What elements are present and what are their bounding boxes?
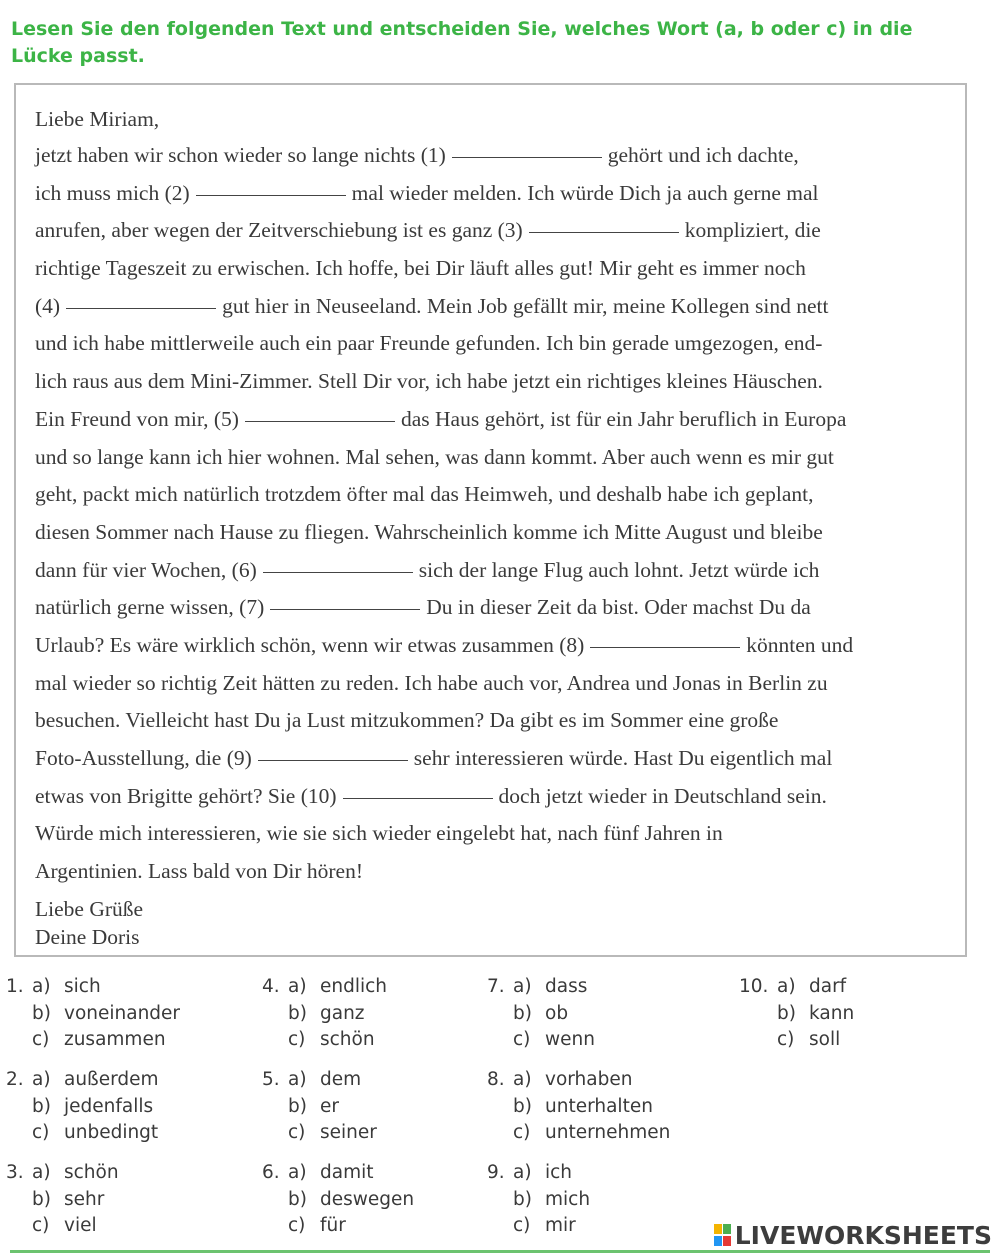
letter-line — [35, 363, 950, 401]
answer-option[interactable] — [487, 1120, 727, 1147]
option-word: unternehmen — [545, 1122, 671, 1143]
option-letter: c) — [777, 1029, 795, 1050]
question-number: 8. — [487, 1069, 505, 1090]
answer-option[interactable] — [262, 1001, 502, 1028]
question-9 — [487, 1160, 727, 1240]
option-letter: c) — [32, 1029, 50, 1050]
letter-line — [35, 853, 950, 891]
answer-option[interactable] — [262, 1067, 502, 1094]
gap-blank[interactable] — [529, 232, 679, 233]
answer-options — [0, 974, 1000, 1234]
option-word: darf — [809, 976, 847, 997]
letter-line-text: Du in dieser Zeit da bist. Oder machst Du da — [426, 595, 811, 620]
letter-line-text: mal wieder melden. Ich würde Dich ja auch gerne mal — [351, 180, 819, 205]
letter-line — [35, 325, 950, 363]
question-number: 1. — [6, 976, 24, 997]
option-word: sich — [64, 976, 101, 997]
option-letter: a) — [288, 1069, 307, 1090]
question-number: 9. — [487, 1162, 505, 1183]
question-7 — [487, 974, 727, 1054]
letter-line-text: doch jetzt wieder in Deutschland sein. — [498, 783, 827, 808]
option-letter: b) — [288, 1188, 307, 1210]
gap-blank[interactable] — [258, 760, 408, 761]
option-letter: c) — [32, 1122, 50, 1143]
letter-line — [35, 401, 950, 439]
letter-line-text: besuchen. Vielleicht hast Du ja Lust mitzukommen? Da gibt es im Sommer eine große — [35, 708, 779, 733]
option-word: für — [320, 1215, 346, 1236]
letter-line — [35, 476, 950, 514]
option-letter: c) — [513, 1122, 531, 1143]
option-word: ob — [545, 1002, 569, 1024]
option-letter: a) — [32, 976, 51, 997]
answer-option[interactable] — [262, 1094, 502, 1121]
question-6 — [262, 1160, 502, 1240]
logo-square-green — [723, 1224, 731, 1234]
letter-line — [35, 740, 950, 778]
option-letter: a) — [777, 976, 796, 997]
letter-box — [14, 83, 967, 957]
option-word: zusammen — [64, 1029, 166, 1050]
logo-text: LIVEWORKSHEETS — [734, 1220, 992, 1250]
question-1 — [6, 974, 246, 1054]
letter-line-text: kompliziert, die — [684, 218, 821, 243]
option-letter: b) — [288, 1095, 307, 1117]
answer-option[interactable] — [6, 1001, 246, 1028]
answer-option[interactable] — [262, 1027, 502, 1054]
letter-line — [35, 175, 950, 213]
letter-line — [35, 778, 950, 816]
liveworksheets-logo-icon — [714, 1224, 732, 1246]
option-word: ich — [545, 1162, 573, 1183]
option-word: mich — [545, 1188, 591, 1210]
option-word: unterhalten — [545, 1095, 653, 1117]
gap-blank[interactable] — [263, 572, 413, 573]
question-4 — [262, 974, 502, 1054]
option-letter: c) — [513, 1215, 531, 1236]
question-3 — [6, 1160, 246, 1240]
letter-line — [35, 552, 950, 590]
option-letter: b) — [777, 1002, 796, 1024]
question-number: 5. — [262, 1069, 280, 1090]
option-word: kann — [809, 1002, 855, 1024]
gap-blank[interactable] — [66, 308, 216, 309]
letter-line — [35, 212, 950, 250]
letter-line-text: natürlich gerne wissen, (7) — [35, 595, 265, 620]
option-word: vorhaben — [545, 1069, 633, 1090]
option-word: sehr — [64, 1188, 105, 1210]
option-word: ganz — [320, 1002, 365, 1024]
option-word: endlich — [320, 976, 388, 997]
option-letter: a) — [32, 1069, 51, 1090]
option-letter: a) — [513, 976, 532, 997]
answer-option[interactable] — [6, 1187, 246, 1214]
letter-line-text: und ich habe mittlerweile auch ein paar Freunde gefunden. Ich bin gerade umgezogen, end- — [35, 331, 823, 356]
answer-option[interactable] — [262, 1187, 502, 1214]
letter-line — [35, 439, 950, 477]
option-word: außerdem — [64, 1069, 159, 1090]
gap-blank[interactable] — [270, 609, 420, 610]
letter-line — [35, 288, 950, 326]
answer-option[interactable] — [487, 1094, 727, 1121]
logo-square-yellow — [714, 1224, 722, 1234]
instruction-text: Lesen Sie den folgenden Text und entscheiden Sie, welches Wort (a, b oder c) in die Lücke passt. — [11, 18, 913, 67]
option-letter: b) — [32, 1188, 51, 1210]
letter-line-text: geht, packt mich natürlich trotzdem öfter mal das Heimweh, und deshalb habe ich geplant, — [35, 482, 814, 507]
option-letter: c) — [288, 1122, 306, 1143]
option-word: voneinander — [64, 1002, 181, 1024]
letter-text — [35, 101, 950, 951]
option-letter: c) — [32, 1215, 50, 1236]
option-letter: b) — [513, 1188, 532, 1210]
answer-option[interactable] — [6, 1120, 246, 1147]
gap-blank[interactable] — [590, 647, 740, 648]
letter-line — [35, 250, 950, 288]
option-letter: b) — [513, 1002, 532, 1024]
answer-option[interactable] — [262, 1160, 502, 1187]
answer-option[interactable] — [487, 1160, 727, 1187]
answer-option[interactable] — [741, 1027, 981, 1054]
gap-blank[interactable] — [245, 421, 395, 422]
letter-line — [35, 137, 950, 175]
option-word: jedenfalls — [64, 1095, 154, 1117]
letter-line-text: und so lange kann ich hier wohnen. Mal sehen, was dann kommt. Aber auch wenn es mir gut — [35, 444, 834, 469]
liveworksheets-logo — [714, 1220, 992, 1250]
letter-line-text: das Haus gehört, ist für ein Jahr beruflich in Europa — [400, 406, 847, 431]
option-word: schön — [64, 1162, 119, 1183]
answer-option[interactable] — [741, 1001, 981, 1028]
answer-option[interactable] — [741, 974, 981, 1001]
logo-square-blue — [714, 1236, 722, 1246]
option-letter: a) — [513, 1162, 532, 1183]
answer-option[interactable] — [6, 1160, 246, 1187]
letter-line-text: gut hier in Neuseeland. Mein Job gefällt mir, meine Kollegen sind nett — [222, 293, 829, 318]
letter-signature: Deine Doris — [35, 924, 140, 949]
question-number: 4. — [262, 976, 280, 997]
letter-line-text: lich raus aus dem Mini-Zimmer. Stell Dir vor, ich habe jetzt ein richtiges kleines Häuschen. — [35, 369, 823, 394]
answer-option[interactable] — [6, 1213, 246, 1240]
question-number: 7. — [487, 976, 505, 997]
option-word: deswegen — [320, 1188, 415, 1210]
question-8 — [487, 1067, 727, 1147]
option-word: wenn — [545, 1029, 595, 1050]
letter-line-text: dann für vier Wochen, (6) — [35, 557, 257, 582]
option-word: damit — [320, 1162, 374, 1183]
option-word: mir — [545, 1215, 576, 1236]
option-letter: b) — [32, 1002, 51, 1024]
gap-blank[interactable] — [343, 798, 493, 799]
letter-line-text: sehr interessieren würde. Hast Du eigentlich mal — [413, 746, 833, 770]
option-word: viel — [64, 1215, 97, 1236]
letter-line-text: sich der lange Flug auch lohnt. Jetzt würde ich — [418, 557, 820, 582]
logo-square-red — [723, 1236, 731, 1246]
answer-option[interactable] — [487, 1027, 727, 1054]
option-word: schön — [320, 1029, 375, 1050]
answer-option[interactable] — [6, 1067, 246, 1094]
question-number: 2. — [6, 1069, 24, 1090]
answer-option[interactable] — [6, 1027, 246, 1054]
option-letter: c) — [288, 1215, 306, 1236]
option-word: dass — [545, 976, 588, 997]
letter-line-text: jetzt haben wir schon wieder so lange nichts (1) — [35, 143, 446, 167]
letter-line-text: Ein Freund von mir, (5) — [35, 406, 239, 431]
letter-line-text: Foto-Ausstellung, die (9) — [35, 746, 252, 770]
letter-line-text: ich muss mich (2) — [35, 180, 190, 205]
option-word: unbedingt — [64, 1122, 159, 1143]
option-letter: c) — [513, 1029, 531, 1050]
option-word: seiner — [320, 1122, 377, 1143]
letter-line-text: Urlaub? Es wäre wirklich schön, wenn wir etwas zusammen (8) — [35, 632, 585, 657]
question-number: 3. — [6, 1162, 24, 1183]
option-word: soll — [809, 1029, 841, 1050]
letter-line-text: Argentinien. Lass bald von Dir hören! — [35, 859, 364, 884]
option-letter: b) — [288, 1002, 307, 1024]
option-word: er — [320, 1095, 339, 1117]
question-number: 6. — [262, 1162, 280, 1183]
answer-option[interactable] — [487, 1187, 727, 1214]
answer-option[interactable] — [6, 1094, 246, 1121]
answer-option[interactable] — [487, 974, 727, 1001]
answer-option[interactable] — [6, 974, 246, 1001]
option-letter: a) — [288, 976, 307, 997]
letter-line-text: anrufen, aber wegen der Zeitverschiebung ist es ganz (3) — [35, 218, 523, 243]
letter-greeting: Liebe Miriam, — [35, 107, 160, 131]
letter-line — [35, 627, 950, 665]
bottom-divider — [10, 1250, 990, 1253]
gap-blank[interactable] — [196, 195, 346, 196]
letter-line-text: mal wieder so richtig Zeit hätten zu reden. Ich habe auch vor, Andrea und Jonas in Berlin zu — [35, 670, 828, 695]
letter-line — [35, 702, 950, 740]
answer-option[interactable] — [262, 974, 502, 1001]
letter-line-text: etwas von Brigitte gehört? Sie (10) — [35, 783, 337, 808]
letter-line — [35, 589, 950, 627]
letter-line-text: (4) — [35, 293, 61, 318]
option-letter: a) — [513, 1069, 532, 1090]
letter-line-text: diesen Sommer nach Hause zu fliegen. Wahrscheinlich komme ich Mitte August und bleibe — [35, 519, 823, 544]
letter-line-text: richtige Tageszeit zu erwischen. Ich hoffe, bei Dir läuft alles gut! Mir geht es immer noch — [35, 256, 806, 281]
question-2 — [6, 1067, 246, 1147]
answer-option[interactable] — [262, 1120, 502, 1147]
question-5 — [262, 1067, 502, 1147]
option-letter: a) — [32, 1162, 51, 1183]
option-word: dem — [320, 1069, 362, 1090]
option-letter: b) — [513, 1095, 532, 1117]
option-letter: c) — [288, 1029, 306, 1050]
letter-line — [35, 514, 950, 552]
letter-line-text: könnten und — [746, 632, 854, 657]
answer-option[interactable] — [487, 1001, 727, 1028]
gap-blank[interactable] — [452, 157, 602, 158]
answer-option[interactable] — [487, 1213, 727, 1240]
answer-option[interactable] — [487, 1067, 727, 1094]
option-letter: a) — [288, 1162, 307, 1183]
letter-line-text: Würde mich interessieren, wie sie sich wieder eingelebt hat, nach fünf Jahren in — [35, 821, 723, 846]
option-letter: b) — [32, 1095, 51, 1117]
answer-option[interactable] — [262, 1213, 502, 1240]
letter-line — [35, 815, 950, 853]
question-10 — [741, 974, 981, 1054]
letter-line — [35, 665, 950, 703]
letter-line-text: gehört und ich dachte, — [607, 143, 799, 167]
letter-closing: Liebe Grüße — [35, 896, 144, 921]
question-number: 10. — [739, 976, 769, 997]
